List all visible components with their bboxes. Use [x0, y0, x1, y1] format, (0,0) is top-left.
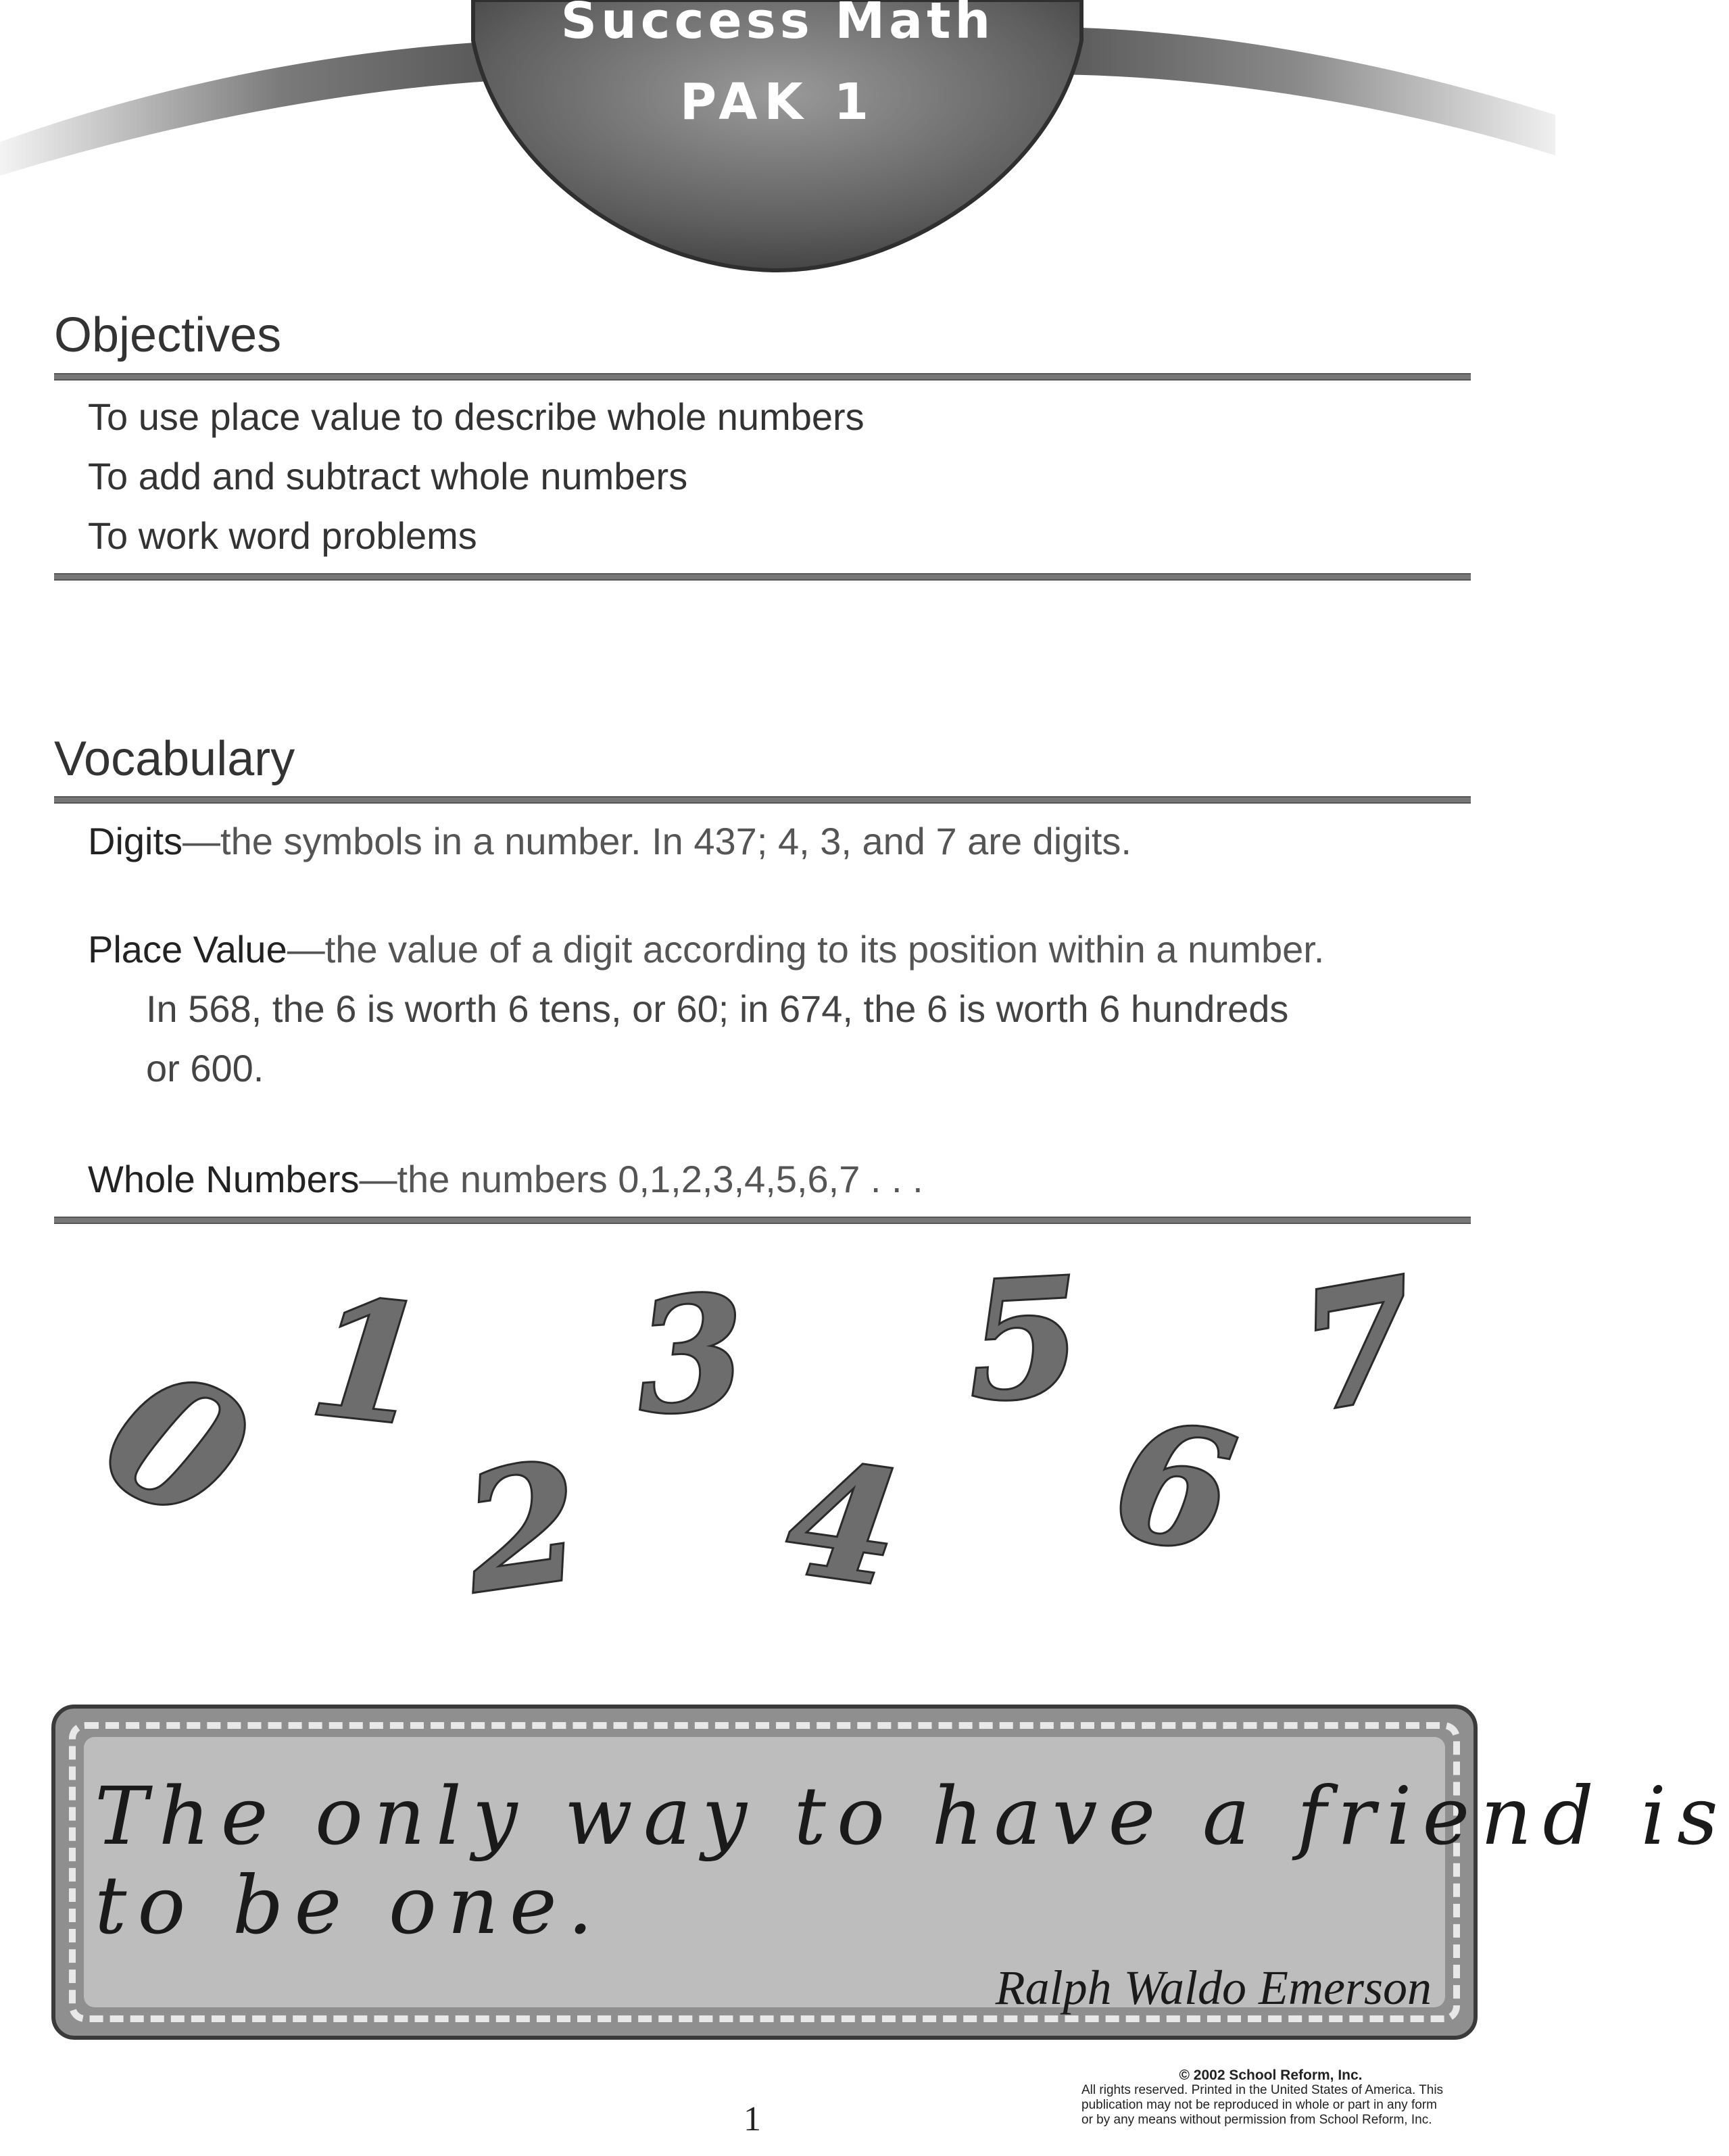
- numeral-seven: 7: [1287, 1241, 1432, 1449]
- objectives-top-rule: [54, 373, 1471, 381]
- vocab-term: Whole Numbers: [88, 1158, 360, 1200]
- vocabulary-top-rule: [54, 796, 1471, 804]
- objectives-heading: Objectives: [54, 308, 282, 362]
- numeral-three: 3: [630, 1260, 752, 1450]
- vocab-whole-numbers: [88, 1157, 923, 1201]
- vocab-place-value: [88, 927, 1324, 971]
- copyright-line: publication may not be reproduced in whole or part in any form: [1081, 2098, 1437, 2112]
- numeral-two: 2: [454, 1425, 592, 1630]
- copyright-line: All rights reserved. Printed in the United States of America. This: [1081, 2083, 1444, 2097]
- vocab-definition: —the numbers 0,1,2,3,4,5,6,7 . . .: [359, 1158, 923, 1200]
- vocabulary-bottom-rule: [54, 1217, 1471, 1224]
- vocab-definition: —the value of a digit according to its position within a number.: [287, 928, 1325, 971]
- objective-item: To use place value to describe whole numbers: [88, 395, 864, 438]
- vocab-example-line: or 600.: [146, 1047, 264, 1089]
- copyright-line: or by any means without permission from School Reform, Inc.: [1081, 2113, 1432, 2127]
- vocab-example-line: In 568, the 6 is worth 6 tens, or 60; in 674, the 6 is worth 6 hundreds: [146, 987, 1289, 1030]
- vocab-term: Place Value: [88, 928, 287, 971]
- copyright-notice: [1081, 2068, 1460, 2128]
- numeral-six: 6: [1102, 1383, 1247, 1591]
- objectives-bottom-rule: [54, 573, 1471, 581]
- vocab-digits: [88, 819, 1131, 863]
- numeral-one: 1: [302, 1261, 435, 1463]
- vocabulary-heading: Vocabulary: [54, 732, 295, 786]
- numeral-zero: 0: [74, 1326, 279, 1566]
- numeral-four: 4: [777, 1426, 910, 1622]
- quote-author: Ralph Waldo Emerson: [995, 1961, 1432, 2015]
- quote-line: The only way to have a friend is: [95, 1769, 1729, 1863]
- quote-box: [51, 1705, 1729, 2040]
- header-title: Success Math: [560, 0, 995, 50]
- numeral-five: 5: [963, 1241, 1086, 1438]
- objective-item: To add and subtract whole numbers: [88, 455, 688, 497]
- vocab-definition: —the symbols in a number. In 437; 4, 3, and 7 are digits.: [182, 820, 1131, 862]
- quote-line: to be one.: [95, 1859, 604, 1952]
- header-subtitle: PAK 1: [679, 73, 876, 131]
- vocab-term: Digits: [88, 820, 183, 862]
- copyright-title: © 2002 School Reform, Inc.: [1179, 2067, 1363, 2083]
- page-number: 1: [744, 2100, 761, 2138]
- objective-item: To work word problems: [88, 514, 477, 557]
